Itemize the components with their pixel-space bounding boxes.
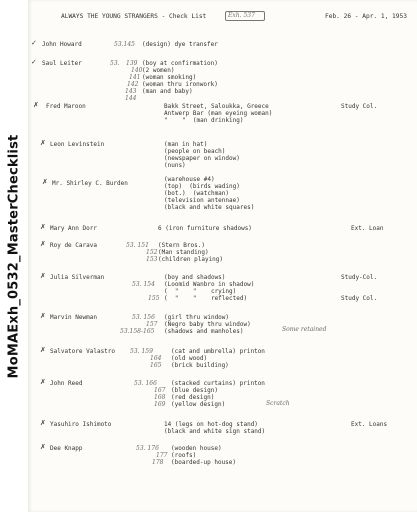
- work-title: (warehouse #4): [164, 176, 215, 183]
- work-title: (brick building): [171, 362, 229, 369]
- work-title: (black and white squares): [164, 204, 255, 211]
- work-title: (stacked curtains) printon: [171, 380, 265, 387]
- work-title: (yellow design): [171, 401, 226, 408]
- work-title: (top) (birds wading): [164, 183, 240, 190]
- accession-number: 53. 154: [132, 281, 155, 288]
- check-mark-icon: ✓: [31, 39, 37, 47]
- work-title: ( " " reflected): [164, 295, 248, 302]
- accession-number: 142: [127, 81, 139, 88]
- work-title: (design) dye transfer: [142, 41, 218, 48]
- work-title: (boy at confirmation): [142, 60, 218, 67]
- artist-name: Salvatore Valastro: [50, 348, 116, 355]
- work-title: (Loomid Wanbro in shadow): [164, 281, 255, 288]
- work-title: (woman smoking): [142, 74, 197, 81]
- accession-number: 157: [146, 321, 158, 328]
- work-title: (old wood): [171, 355, 208, 362]
- accession-number: 139: [126, 60, 138, 67]
- x-mark-icon: ✗: [40, 272, 46, 280]
- work-title: " " (man drinking): [164, 117, 244, 124]
- accession-number: 152: [146, 249, 158, 256]
- work-title: ( " " crying): [164, 288, 237, 295]
- work-title: (cat and umbrella) printon: [171, 348, 265, 355]
- x-mark-icon: ✗: [40, 312, 46, 320]
- artist-name: Mr. Shirley C. Burden: [52, 180, 128, 187]
- work-title: (blue design): [171, 387, 218, 394]
- work-title: (bot.) (watchman): [164, 190, 230, 197]
- work-title: (girl thru window): [164, 314, 230, 321]
- work-title: (roofs): [171, 452, 197, 459]
- work-title: (children playing): [158, 256, 224, 263]
- exhibition-dates: Feb. 26 - Apr. 1, 1953: [325, 13, 407, 20]
- work-title: (shadows and manholes): [164, 328, 244, 335]
- accession-number: 53. 151: [126, 242, 149, 249]
- work-title: (television antennae): [164, 197, 240, 204]
- accession-number: 53. 176: [136, 445, 159, 452]
- accession-number: 177: [156, 452, 168, 459]
- accession-number: 167: [154, 387, 166, 394]
- check-mark-icon: ✓: [31, 58, 37, 66]
- x-mark-icon: ✗: [40, 223, 46, 231]
- exhibition-number: Exh. 537: [228, 12, 255, 19]
- archive-id-text: MoMAExh_0532_MasterChecklist: [6, 134, 22, 378]
- artist-name: Saul Leiter: [42, 60, 82, 67]
- accession-number: 178: [152, 459, 164, 466]
- x-mark-icon: ✗: [40, 346, 46, 354]
- loan-note: Ext. Loan: [351, 225, 384, 232]
- x-mark-icon: ✗: [40, 240, 46, 248]
- checklist-title: ALWAYS THE YOUNG STRANGERS - Check List: [61, 13, 207, 20]
- work-title: Antwerp Bar (man eyeing woman): [164, 110, 273, 117]
- accession-number: 153: [146, 256, 158, 263]
- collection-note: Study Col.: [341, 295, 378, 302]
- accession-number: 53.145: [114, 41, 135, 48]
- x-mark-icon: ✗: [40, 139, 46, 147]
- archive-side-label: [0, 0, 28, 512]
- work-title: (newspaper on window): [164, 155, 240, 162]
- accession-number: 53. 156: [132, 314, 155, 321]
- accession-number: 169: [154, 401, 166, 408]
- work-title: (people on beach): [164, 148, 226, 155]
- accession-number: 53.158-165: [120, 328, 155, 335]
- work-title: (Negro baby thru window): [164, 321, 251, 328]
- accession-number: 53. 166: [134, 380, 157, 387]
- accession-number: 144: [125, 95, 137, 102]
- accession-number: 143: [125, 88, 137, 95]
- accession-number: 168: [154, 394, 166, 401]
- artist-name: John Howard: [42, 41, 82, 48]
- artist-name: Yasuhiro Ishimoto: [50, 421, 112, 428]
- accession-number: 141: [129, 74, 141, 81]
- artist-name: Dee Knapp: [50, 445, 83, 452]
- accession-number: 53. 159: [130, 348, 153, 355]
- artist-name: John Reed: [50, 380, 83, 387]
- work-title: (Stern Bros.): [158, 242, 205, 249]
- artist-name: Leon Levinstein: [50, 141, 105, 148]
- work-title: (2 women): [142, 67, 175, 74]
- artist-name: Roy de Carava: [50, 242, 97, 249]
- work-title: (wooden house): [171, 445, 222, 452]
- artist-name: Fred Maroon: [46, 103, 86, 110]
- work-title: (black and white sign stand): [164, 428, 266, 435]
- collection-note: Study Col.: [341, 103, 378, 110]
- collection-note: Study-Col.: [341, 274, 378, 281]
- accession-number: 164: [150, 355, 162, 362]
- work-title: (boy and shadows): [164, 274, 226, 281]
- work-title: (red design): [171, 394, 215, 401]
- work-title: (nuns): [164, 162, 186, 169]
- work-title: 6 (iron furniture shadows): [158, 225, 252, 232]
- work-title: (boarded-up house): [171, 459, 237, 466]
- accession-number: 165: [150, 362, 162, 369]
- x-mark-icon: ✗: [40, 419, 46, 427]
- x-mark-icon: ✗: [42, 178, 48, 186]
- work-title: Bakk Street, Saloukka, Greece: [164, 103, 269, 110]
- artist-name: Mary Ann Dorr: [50, 225, 97, 232]
- work-title: (woman thru ironwork): [142, 81, 218, 88]
- work-title: (man in hat): [164, 141, 208, 148]
- handwritten-note: Some retained: [282, 326, 327, 333]
- work-title: 14 (legs on hot-dog stand): [164, 421, 258, 428]
- artist-name: Julia Silverman: [50, 274, 105, 281]
- x-mark-icon: ✗: [40, 378, 46, 386]
- accession-number: 53.: [110, 60, 120, 67]
- handwritten-note: Scratch: [266, 400, 290, 407]
- x-mark-icon: ✗: [40, 443, 46, 451]
- artist-name: Marvin Newman: [50, 314, 97, 321]
- accession-number: 140: [131, 67, 143, 74]
- accession-number: 155: [148, 295, 160, 302]
- work-title: (Man standing): [158, 249, 209, 256]
- x-mark-icon: ✗: [33, 101, 39, 109]
- work-title: (man and baby): [142, 88, 193, 95]
- checklist-page: [28, 0, 417, 512]
- loan-note: Ext. Loans: [351, 421, 388, 428]
